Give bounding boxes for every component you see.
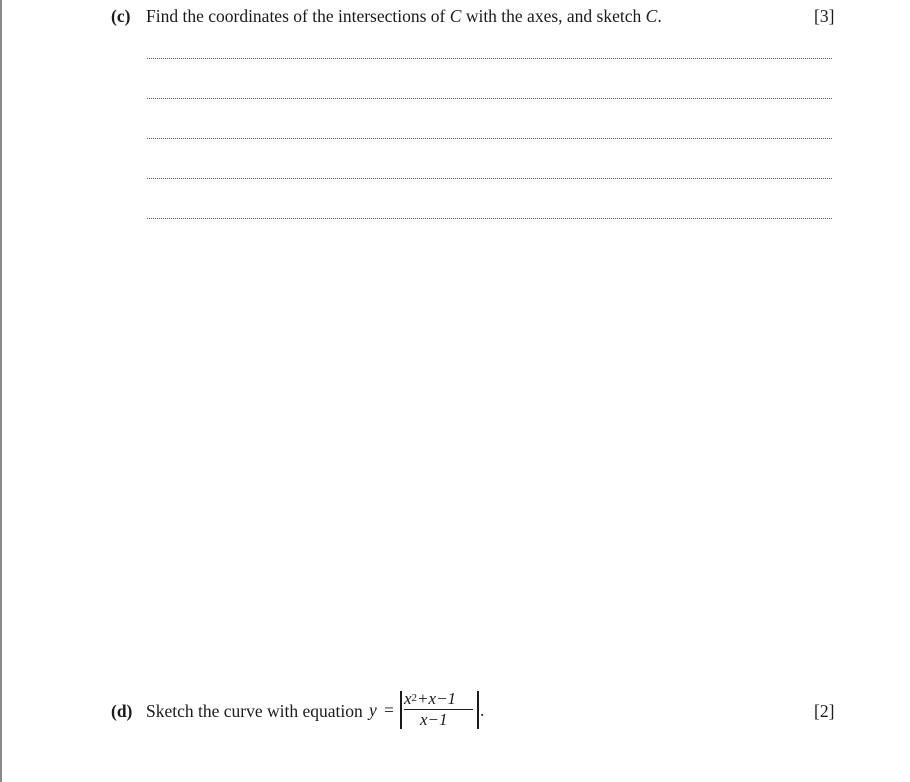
part-c-marks: [3] bbox=[814, 6, 835, 26]
absolute-value-left-bar bbox=[400, 691, 402, 729]
absolute-value-right-bar bbox=[477, 691, 479, 729]
answer-line[interactable] bbox=[147, 218, 832, 219]
part-d-label: (d) bbox=[111, 701, 133, 721]
part-c-question-end: . bbox=[657, 6, 662, 26]
curve-symbol-c: C bbox=[449, 6, 462, 26]
part-d-question: Sketch the curve with equation bbox=[146, 701, 363, 721]
page-left-border bbox=[0, 0, 2, 782]
numerator-terms: +x−1 bbox=[417, 689, 457, 708]
numerator-exponent: 2 bbox=[411, 692, 418, 704]
equals-sign: = bbox=[384, 700, 394, 720]
equation-lhs: y bbox=[369, 700, 377, 720]
part-c-question-middle: with the axes, and sketch bbox=[461, 6, 646, 26]
answer-line[interactable] bbox=[147, 138, 832, 139]
curve-symbol-c-2: C bbox=[645, 6, 658, 26]
part-d-marks: [2] bbox=[814, 701, 835, 721]
answer-line[interactable] bbox=[147, 178, 832, 179]
answer-line[interactable] bbox=[147, 98, 832, 99]
numerator-variable: x bbox=[404, 689, 412, 708]
answer-line[interactable] bbox=[147, 58, 832, 59]
fraction-denominator: x−1 bbox=[420, 710, 448, 729]
fraction-numerator bbox=[404, 689, 456, 711]
part-c-question bbox=[146, 6, 662, 26]
equation-period: . bbox=[480, 700, 485, 720]
part-c-label: (c) bbox=[111, 6, 131, 26]
part-c-question-start: Find the coordinates of the intersections of bbox=[146, 6, 450, 26]
